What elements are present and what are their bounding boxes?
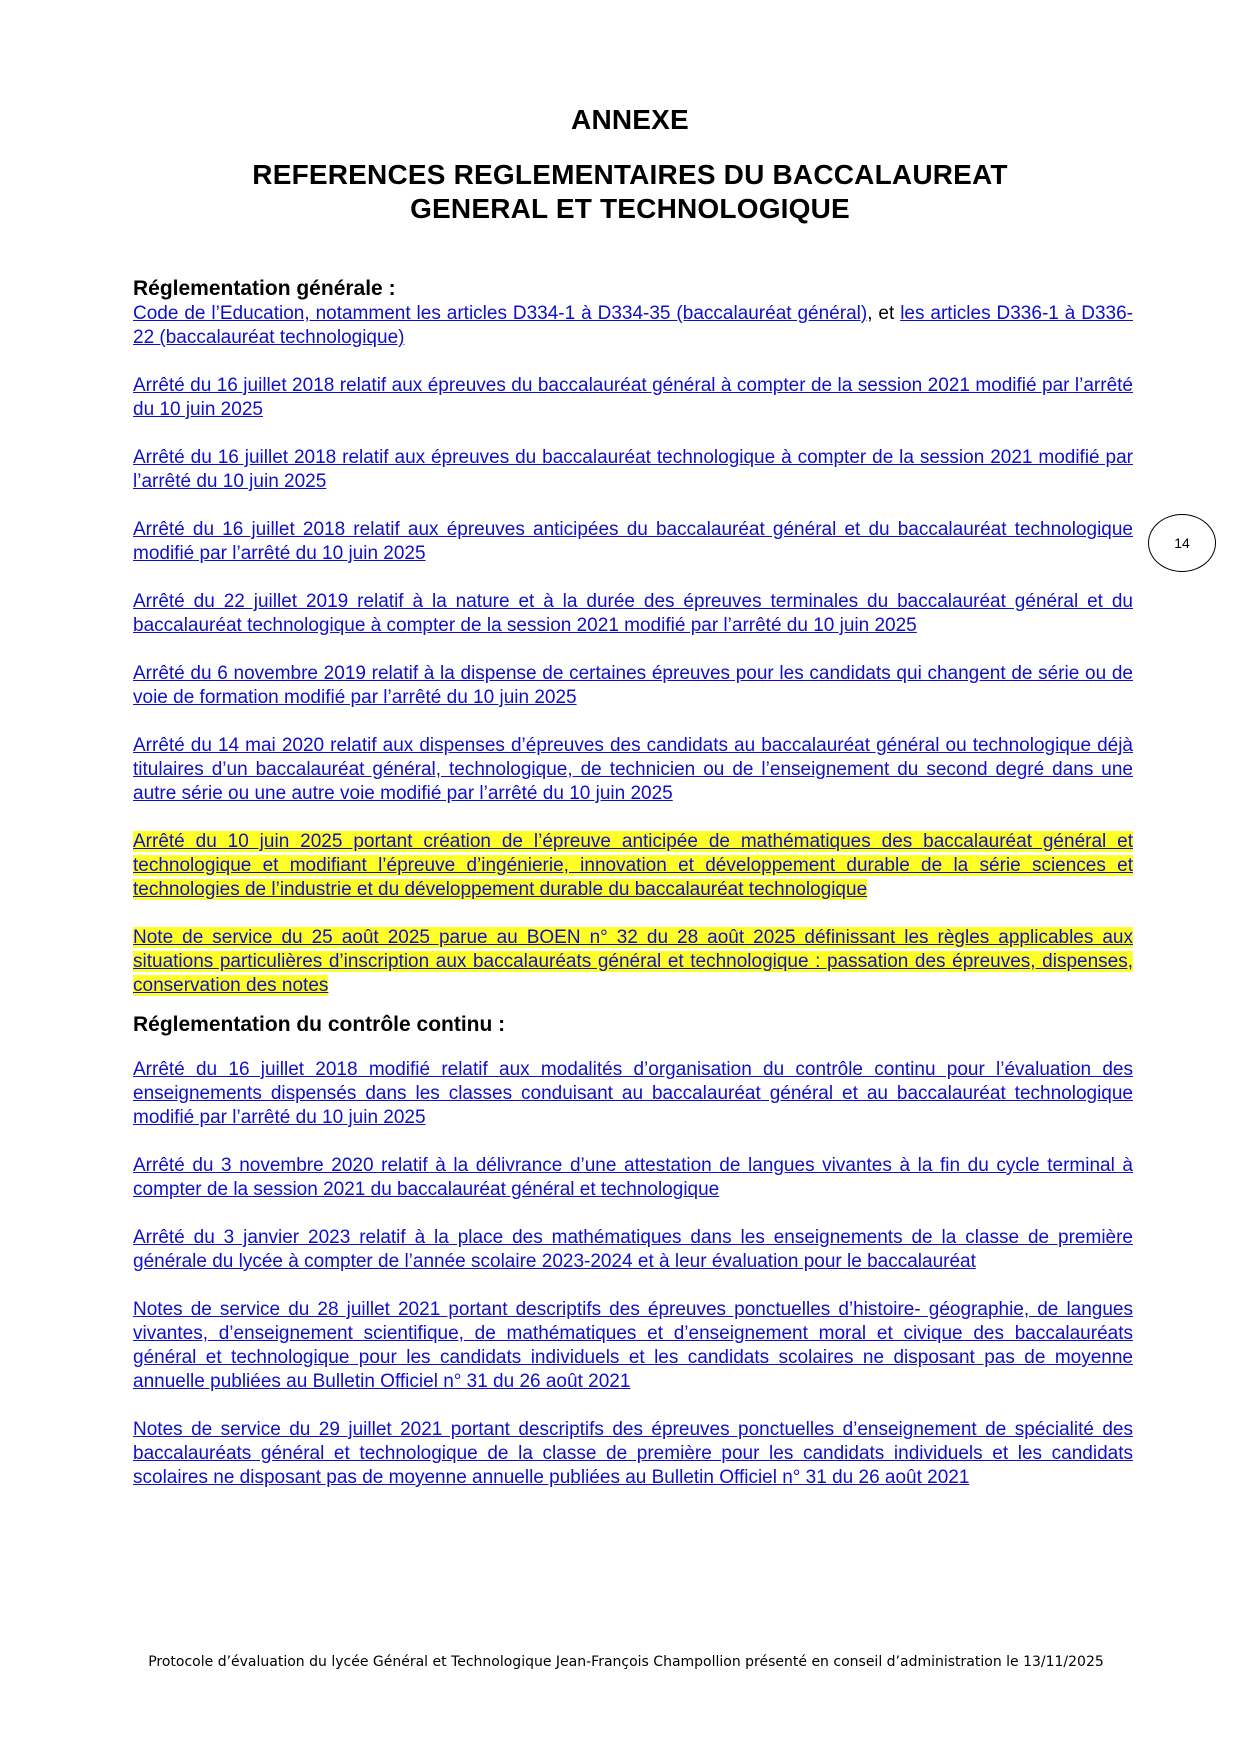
reference-item [133,374,1133,422]
reference-item [133,518,1133,566]
subtitle-line-2: GENERAL ET TECHNOLOGIQUE [410,193,850,224]
reference-item [133,1058,1133,1130]
page-title: ANNEXE [571,104,689,135]
page-subtitle [0,158,1241,226]
reference-link[interactable]: Arrêté du 22 juillet 2019 relatif à la nature et à la durée des épreuves terminales du baccalauréat général et du baccalauréat technologique à compter de la session 2021 modifié par l’arrêté du 10 juin 2025 [133,591,1133,636]
section-heading-continuous: Réglementation du contrôle continu : [133,1013,506,1036]
reference-item [133,1298,1133,1394]
reference-link[interactable]: Arrêté du 16 juillet 2018 relatif aux épreuves anticipées du baccalauréat général et du baccalauréat technologique modifié par l’arrêté du 10 juin 2025 [133,519,1133,564]
section-heading-general: Réglementation générale : [133,277,396,300]
reference-item [133,590,1133,638]
reference-item [133,446,1133,494]
reference-item [133,1154,1133,1202]
reference-item-highlighted [133,830,1133,902]
reference-item [133,734,1133,806]
reference-link[interactable]: Note de service du 25 août 2025 parue au BOEN n° 32 du 28 août 2025 définissant les règles applicables aux situations particulières d’inscription aux baccalauréats général et technologique : passation des épreuves, dispenses, conservation des notes [133,927,1133,996]
reference-link[interactable]: les articles D336-1 à D336-22 (baccalauréat technologique) [133,303,1134,348]
reference-link[interactable]: Arrêté du 6 novembre 2019 relatif à la dispense de certaines épreuves pour les candidats qui changent de série ou de voie de formation modifié par l’arrêté du 10 juin 2025 [133,663,1133,708]
references-content [133,276,1133,1514]
reference-item [133,1226,1133,1274]
reference-item [133,1418,1133,1490]
subtitle-line-1: REFERENCES REGLEMENTAIRES DU BACCALAUREAT [252,159,1008,190]
reference-link[interactable]: Code de l’Education, notamment les articles D334-1 à D334-35 (baccalauréat général) [133,303,868,324]
reference-link[interactable]: Arrêté du 14 mai 2020 relatif aux dispenses d’épreuves des candidats au baccalauréat général ou technologique déjà titulaires d’un baccalauréat général, technologique, de technicien ou de l’enseignement du second degré dans une autre série ou une autre voie modifié par l’arrêté du 10 juin 2025 [133,735,1133,804]
page-number-badge: 14 [1148,514,1216,572]
page-footer: Protocole d’évaluation du lycée Général et Technologique Jean-François Champollion présenté en conseil d’administration le 13/11/2025 [148,1654,1104,1670]
reference-link[interactable]: Notes de service du 28 juillet 2021 portant descriptifs des épreuves ponctuelles d’histoire- géographie, de langues vivantes, d’enseignement scientifique, de mathématiques et d’enseignement moral et civique des baccalauréats général et technologique pour les candidats individuels et les candidats scolaires ne disposant pas de moyenne annuelle publiées au Bulletin Officiel n° 31 du 26 août 2021 [133,1299,1133,1392]
reference-link[interactable]: Notes de service du 29 juillet 2021 portant descriptifs des épreuves ponctuelles d’enseignement de spécialité des baccalauréats général et technologique de la classe de première pour les candidats individuels et les candidats scolaires ne disposant pas de moyenne annuelle publiées au Bulletin Officiel n° 31 du 26 août 2021 [133,1419,1133,1488]
reference-link[interactable]: Arrêté du 16 juillet 2018 relatif aux épreuves du baccalauréat général à compter de la session 2021 modifié par l’arrêté du 10 juin 2025 [133,375,1133,420]
reference-link[interactable]: Arrêté du 16 juillet 2018 modifié relatif aux modalités d’organisation du contrôle continu pour l’évaluation des enseignements dispensés dans les classes conduisant au baccalauréat général et au baccalauréat technologique modifié par l’arrêté du 10 juin 2025 [133,1059,1133,1128]
reference-link[interactable]: Arrêté du 3 novembre 2020 relatif à la délivrance d’une attestation de langues vivantes à la fin du cycle terminal à compter de la session 2021 du baccalauréat général et technologique [133,1155,1133,1200]
reference-item-highlighted [133,926,1133,998]
reference-joiner: , et [867,303,901,324]
reference-link[interactable]: Arrêté du 10 juin 2025 portant création de l’épreuve anticipée de mathématiques des baccalauréat général et technologique et modifiant l’épreuve d’ingénierie, innovation et développement durable de la série sciences et technologies de l’industrie et du développement durable du baccalauréat technologique [133,831,1133,900]
reference-item [133,302,1133,350]
reference-link[interactable]: Arrêté du 16 juillet 2018 relatif aux épreuves du baccalauréat technologique à compter de la session 2021 modifié par l’arrêté du 10 juin 2025 [133,447,1133,492]
reference-item [133,662,1133,710]
reference-link[interactable]: Arrêté du 3 janvier 2023 relatif à la place des mathématiques dans les enseignements de la classe de première générale du lycée à compter de l’année scolaire 2023-2024 et à leur évaluation pour le baccalauréat [133,1227,1133,1272]
